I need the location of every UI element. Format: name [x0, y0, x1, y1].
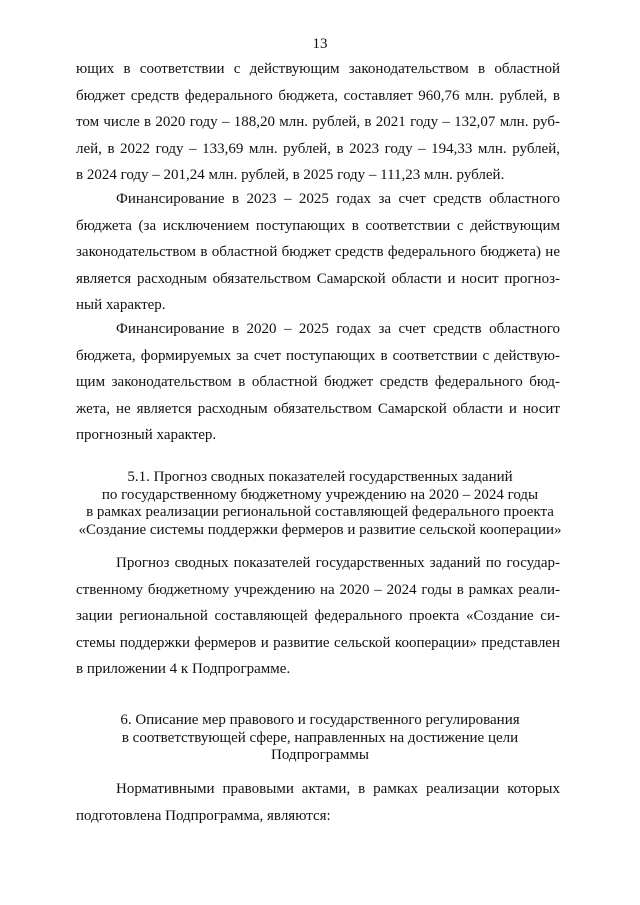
text-line: в 2024 году – 201,24 млн. рублей, в 2025 году – 111,23 млн. рублей.	[76, 167, 505, 183]
paragraph-forecast	[76, 550, 560, 683]
text-line: лей, в 2022 году – 133,69 млн. рублей, в 2023 году – 194,33 млн. рублей,	[76, 140, 560, 157]
text-line: ственному бюджетному учреждению на 2020 – 2024 годы в рамках реали-	[76, 581, 560, 598]
text-line: законодательством в областной бюджет средств федерального бюджета) не	[76, 244, 560, 260]
text-line: бюджет средств федерального бюджета, составляет 960,76 млн. рублей, в	[76, 87, 560, 104]
paragraph-financing-2023-2025	[76, 186, 560, 319]
heading-line: в соответствующей сфере, направленных на достижение цели	[121, 729, 519, 746]
page-number: 13	[312, 36, 328, 52]
text-line: ющих в соответствии с действующим законодательством в областной	[76, 61, 560, 77]
text-line: Прогноз сводных показателей государственных заданий по государ-	[116, 555, 560, 571]
text-line: в приложении 4 к Подпрограмме.	[76, 661, 291, 677]
text-line: Нормативными правовыми актами, в рамках реализации которых	[116, 781, 560, 797]
section-heading-6	[60, 712, 580, 765]
paragraph-federal-funding	[76, 56, 560, 189]
text-line: прогнозный характер.	[76, 427, 217, 443]
heading-line: в рамках реализации региональной составляющей федерального проекта	[86, 504, 554, 520]
text-line: жета, не является расходным обязательством Самарской области и носит	[76, 400, 560, 417]
text-line: стемы поддержки фермеров и развитие сельской кооперации» представлен	[76, 634, 560, 651]
text-line: бюджета (за исключением поступающих в соответствии с действующим	[76, 217, 560, 234]
heading-line: 5.1. Прогноз сводных показателей государственных заданий	[127, 469, 513, 485]
heading-line: по государственному бюджетному учреждению на 2020 – 2024 годы	[101, 486, 539, 503]
text-line: является расходным обязательством Самарской области и носит прогноз-	[76, 270, 560, 287]
section-heading-5-1	[60, 469, 580, 539]
heading-line: «Создание системы поддержки фермеров и развитие сельской кооперации»	[78, 521, 562, 538]
text-line: ный характер.	[76, 297, 166, 313]
paragraph-financing-2020-2025	[76, 316, 560, 449]
text-line: щим законодательством в областной бюджет средств федерального бюд-	[76, 374, 560, 390]
text-line: подготовлена Подпрограмма, являются:	[76, 807, 331, 824]
paragraph-normative-acts	[76, 776, 560, 829]
text-line: Финансирование в 2023 – 2025 годах за счет средств областного	[116, 191, 560, 207]
heading-line: 6. Описание мер правового и государственного регулирования	[120, 712, 520, 728]
text-line: том числе в 2020 году – 188,20 млн. рублей, в 2021 году – 132,07 млн. руб-	[76, 114, 560, 130]
text-line: зации региональной составляющей федерального проекта «Создание си-	[76, 608, 560, 624]
text-line: Финансирование в 2020 – 2025 годах за счет средств областного	[116, 321, 560, 337]
heading-line: Подпрограммы	[271, 747, 369, 763]
text-line: бюджета, формируемых за счет поступающих в соответствии с действую-	[76, 347, 560, 364]
